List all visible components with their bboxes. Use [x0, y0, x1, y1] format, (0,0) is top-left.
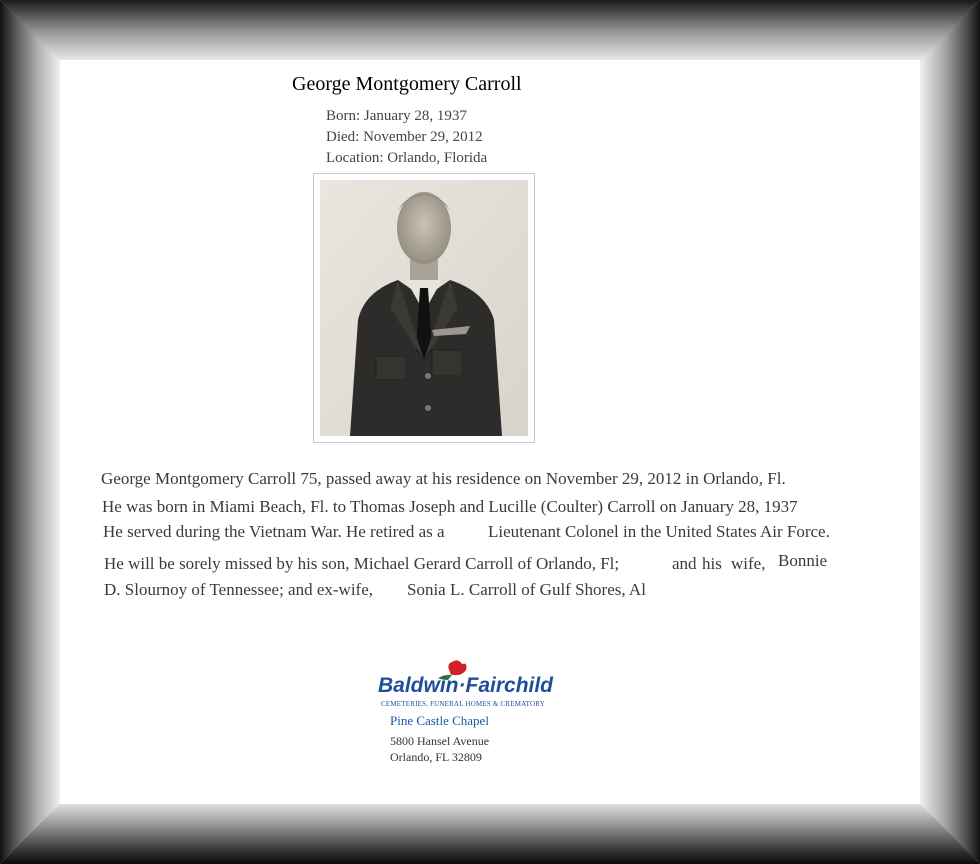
logo-tagline: CEMETERIES, FUNERAL HOMES & CREMATORY [381, 700, 545, 708]
bio-line: D. Slournoy of Tennessee; and ex-wife, [104, 580, 374, 599]
deceased-name: George Montgomery Carroll [292, 73, 522, 95]
portrait-image [320, 180, 528, 436]
born-date: Born: January 28, 1937 [326, 108, 467, 124]
bio-line: Bonnie [778, 551, 828, 570]
bio-line: He was born in Miami Beach, Fl. to Thomas Joseph and Lucille (Coulter) Carroll on January 28, 1937 [102, 497, 798, 516]
rose-icon [448, 660, 466, 675]
portrait-photo [313, 173, 535, 443]
frame-bottom-bevel [0, 804, 980, 864]
frame-left-bevel [0, 0, 60, 864]
frame-right-bevel [920, 0, 980, 864]
bio-line: George Montgomery Carroll 75, passed away at his residence on November 29, 2012 in Orlando, Fl. [101, 469, 786, 488]
frame-top-bevel [0, 0, 980, 60]
logo-wordmark: Baldwin·Fairchild [378, 674, 554, 697]
address-line-1: 5800 Hansel Avenue [390, 734, 490, 748]
bio-line: his [702, 554, 722, 573]
location: Location: Orlando, Florida [326, 150, 488, 166]
bio-line: and [672, 554, 697, 573]
bio-line: Sonia L. Carroll of Gulf Shores, Al [407, 580, 646, 599]
chapel-name: Pine Castle Chapel [390, 713, 489, 728]
address-line-2: Orlando, FL 32809 [390, 750, 482, 764]
bio-line: He will be sorely missed by his son, Michael Gerard Carroll of Orlando, Fl; [104, 554, 620, 573]
bio-line: wife, [731, 554, 766, 573]
died-date: Died: November 29, 2012 [326, 129, 483, 145]
vital-dates [326, 106, 487, 169]
funeral-home-logo [376, 658, 554, 702]
bio-line: He served during the Vietnam War. He retired as a [103, 522, 445, 541]
chapel-address [390, 733, 489, 765]
bio-line: Lieutenant Colonel in the United States Air Force. [488, 522, 830, 541]
